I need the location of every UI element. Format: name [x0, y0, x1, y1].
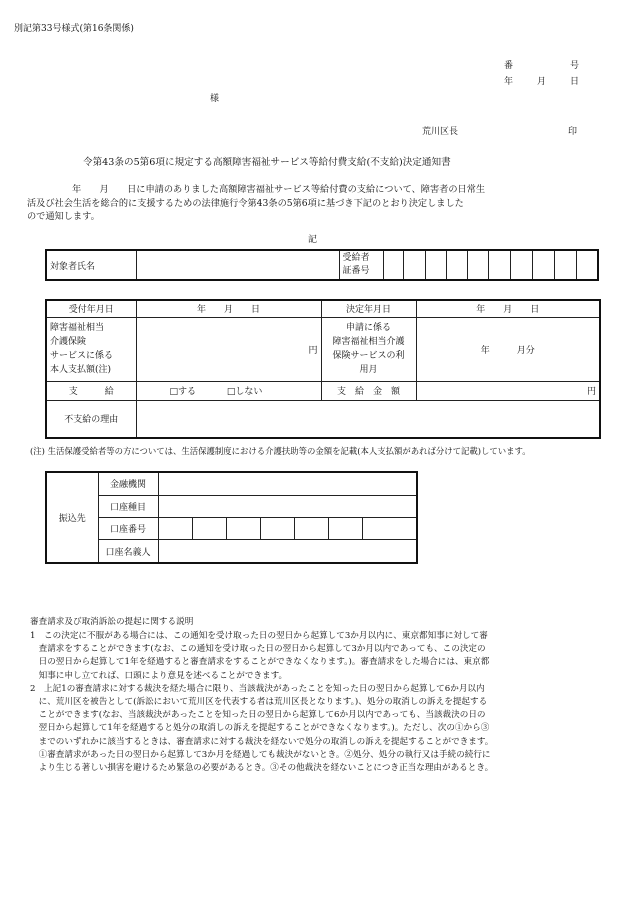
- account-digit[interactable]: [260, 517, 294, 539]
- account-holder-field[interactable]: [158, 540, 417, 563]
- payment-amount-field[interactable]: 円: [416, 381, 600, 400]
- recipient-digit[interactable]: [488, 250, 510, 280]
- appeal-line: 日の翌日から起算して1年を経過すると審査請求をすることができなくなります。)。審査請求をした場合には、東京都: [30, 657, 490, 668]
- recipient-digit[interactable]: [576, 250, 598, 280]
- form-number-label: 別記第33号様式(第16条関係): [14, 24, 134, 34]
- institution-field[interactable]: [158, 472, 417, 495]
- payment-do-checkbox[interactable]: □する: [169, 387, 197, 397]
- account-number-label: 口座番号: [98, 517, 158, 539]
- subject-name-field[interactable]: [136, 250, 339, 280]
- number-suffix: 号: [570, 61, 580, 71]
- appeal-line: より生じる著しい損害を避けるため緊急の必要があるとき。③その他裁決を経ないことにつき正当な理由があるとき。: [30, 763, 494, 774]
- receipt-date-label: 受付年月日: [46, 300, 136, 317]
- issuer-name: 荒川区長: [422, 127, 459, 137]
- account-type-field[interactable]: [158, 495, 417, 517]
- decision-date-field[interactable]: 年 月 日: [416, 300, 600, 317]
- header-day: 日: [570, 77, 580, 87]
- recipient-digit[interactable]: [510, 250, 532, 280]
- amount-label-2: 介護保険: [50, 337, 87, 347]
- appeal-line: ことができます(なお、当該裁決があったことを知った日の翌日から起算して6か月以内であっても、当該裁決の日の: [30, 710, 486, 721]
- footnote: (注) 生活保護受給者等の方については、生活保護制度における介護扶助等の金額を記載(本人支払額があれば分けて記載)しています。: [30, 446, 531, 456]
- intro-line-3: ので通知します。: [27, 211, 100, 222]
- recipient-digit[interactable]: [403, 250, 425, 280]
- account-digit[interactable]: [362, 517, 417, 539]
- payment-options: [136, 381, 321, 400]
- account-digit[interactable]: [192, 517, 226, 539]
- ki-label: 記: [308, 235, 318, 245]
- number-label: 番: [504, 61, 514, 71]
- account-holder-label: 口座名義人: [98, 540, 158, 563]
- appeal-line: ①審査請求があった日の翌日から起算して3か月を経過しても裁決がないとき。②処分、処分の執行又は手続の続行に: [30, 749, 491, 760]
- appeal-line: までのいずれかに該当するときは、審査請求に対する裁決を経ないで処分の取消しの訴えを提起することができます。: [30, 736, 494, 747]
- amount-label-4: 本人支払額(注): [50, 365, 112, 375]
- recipient-digit[interactable]: [554, 250, 576, 280]
- appeal-line: に、荒川区を被告として(訴訟において荒川区を代表する者は荒川区長となります。)、処分の取消しの訴えを提起する: [30, 697, 488, 708]
- appeal-line: 査請求をすることができます(なお、この通知を受け取った日の翌日から起算して3か月以内であっても、この決定の: [30, 644, 486, 655]
- recipient-number-label-1: 受給者: [342, 253, 370, 263]
- decision-date-label: 決定年月日: [321, 300, 416, 317]
- appeal-line: 知事に申し立てれば、口頭により意見を述べることができます。: [30, 670, 288, 681]
- payment-do-not-checkbox[interactable]: □しない: [226, 387, 263, 397]
- use-month-field[interactable]: 年 月分: [416, 317, 600, 381]
- transfer-label: 振込先: [46, 472, 98, 563]
- use-month-label-1: 申請に係る: [345, 323, 391, 333]
- amount-label-1: 障害福祉相当: [50, 323, 105, 333]
- amount-label-3: サービスに係る: [50, 351, 114, 361]
- amount-label: [46, 317, 136, 381]
- recipient-digit[interactable]: [425, 250, 446, 280]
- use-month-label: [321, 317, 416, 381]
- account-type-label: 口座種目: [98, 495, 158, 517]
- institution-label: 金融機関: [98, 472, 158, 495]
- subject-table: [45, 249, 599, 281]
- recipient-digit[interactable]: [446, 250, 467, 280]
- payment-label: 支 給: [46, 381, 136, 400]
- header-month: 月: [537, 77, 547, 87]
- appeal-heading: 審査請求及び取消訴訟の提起に関する説明: [30, 617, 194, 627]
- use-month-label-4: 用月: [359, 365, 378, 375]
- account-digit[interactable]: [328, 517, 362, 539]
- intro-line-2: 活及び社会生活を総合的に支援するための法律施行令第43条の5第6項に基づき下記のとおり決定しました: [27, 197, 464, 209]
- decision-table: [45, 299, 601, 439]
- seal-mark: 印: [568, 127, 578, 137]
- recipient-digit[interactable]: [467, 250, 488, 280]
- recipient-digit[interactable]: [383, 250, 403, 280]
- intro-line-1: 年 月 日に申請のありました高額障害福祉サービス等給付費の支給について、障害者の日常生: [72, 184, 486, 195]
- amount-field[interactable]: 円: [136, 317, 321, 381]
- recipient-digit[interactable]: [532, 250, 554, 280]
- account-digit[interactable]: [294, 517, 328, 539]
- use-month-label-2: 障害福祉相当介護: [332, 337, 405, 347]
- appeal-notes: [30, 630, 620, 775]
- appeal-line: 2 上記1の審査請求に対する裁決を経た場合に限り、当該裁決があったことを知った日の翌日から起算して6か月以内: [30, 683, 485, 694]
- use-month-label-3: 保険サービスの利: [332, 351, 405, 361]
- account-digit[interactable]: [226, 517, 260, 539]
- bank-table: [45, 471, 418, 564]
- recipient-number-label-2: 証番号: [342, 266, 370, 276]
- subject-name-label: 対象者氏名: [46, 250, 136, 280]
- reason-field[interactable]: [136, 400, 600, 438]
- appeal-line: 1 この決定に不服がある場合には、この通知を受け取った日の翌日から起算して3か月以内に、東京都知事に対して審: [30, 631, 488, 641]
- header-year: 年: [504, 77, 514, 87]
- document-title: 令第43条の5第6項に規定する高額障害福祉サービス等給付費支給(不支給)決定通知書: [83, 157, 451, 168]
- payment-amount-label: 支 給 金 額: [321, 381, 416, 400]
- intro-paragraph: [27, 183, 617, 224]
- recipient-number-label: [339, 250, 383, 280]
- reason-label: 不支給の理由: [46, 400, 136, 438]
- addressee-suffix: 様: [210, 94, 220, 104]
- account-digit[interactable]: [158, 517, 192, 539]
- appeal-line: 翌日から起算して1年を経過すると処分の取消しの訴えを提起することができなくなります。)。ただし、次の①から③: [30, 723, 490, 734]
- receipt-date-field[interactable]: 年 月 日: [136, 300, 321, 317]
